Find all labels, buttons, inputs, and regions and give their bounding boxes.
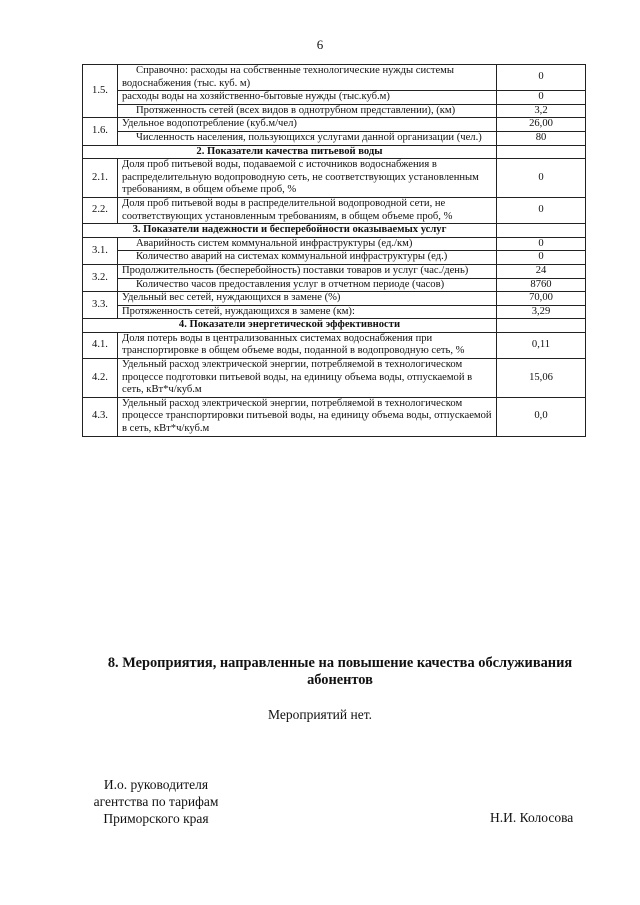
empty-cell [497,145,586,159]
indicator-label: Количество аварий на системах коммунальной инфраструктуры (ед.) [118,251,497,265]
section-8-text: Мероприятий нет. [268,707,372,722]
indicator-value: 0,11 [497,332,586,358]
indicator-label: Протяженность сетей, нуждающихся в замене (км): [118,305,497,319]
row-number: 3.1. [83,237,118,264]
indicator-label: Справочно: расходы на собственные технологические нужды системы водоснабжения (тыс. куб. м) [118,65,497,91]
indicator-value: 80 [497,131,586,145]
indicator-label: Протяженность сетей (всех видов в однотрубном представлении), (км) [118,104,497,118]
signer-line-1: И.о. руководителя [103,777,209,792]
indicator-value: 0 [497,197,586,223]
row-number: 2.1. [83,159,118,198]
table-row [83,237,586,251]
row-number: 4.1. [83,332,118,358]
signer-line-2: агентства по тарифам [93,794,219,809]
indicator-label: Удельный расход электрической энергии, потребляемой в технологическом процессе транспортировки питьевой воды, на единицу объема воды, отпускаемой в сеть, кВт*ч/куб.м [118,397,497,436]
empty-cell [497,224,586,238]
table-row [83,159,586,198]
indicator-label: Удельное водопотребление (куб.м/чел) [118,118,497,132]
table-section-row [83,145,586,159]
indicator-value: 15,06 [497,359,586,398]
table-row [83,332,586,358]
indicator-value: 0 [497,237,586,251]
row-number: 4.2. [83,359,118,398]
indicator-value: 0 [497,159,586,198]
table-row [83,197,586,223]
indicator-label: Удельный расход электрической энергии, потребляемой в технологическом процессе подготовки питьевой воды, на единицу объема воды, отпускаемой в сеть, кВт*ч/куб.м [118,359,497,398]
table-section-row [83,224,586,238]
indicator-value: 0 [497,251,586,265]
table-row [83,264,586,278]
row-number: 4.3. [83,397,118,436]
indicator-value: 26,00 [497,118,586,132]
indicator-value: 8760 [497,278,586,292]
table-row [83,397,586,436]
row-number: 3.2. [83,264,118,291]
row-number: 3.3. [83,292,118,319]
table-row [83,305,586,319]
signer-position [66,776,246,827]
row-number: 1.6. [83,118,118,145]
indicator-value: 24 [497,264,586,278]
table-row [83,104,586,118]
table-row [83,118,586,132]
indicator-value: 3,29 [497,305,586,319]
table-row [83,251,586,265]
indicator-label: Продолжительность (бесперебойность) поставки товаров и услуг (час./день) [118,264,497,278]
indicators-table [82,64,586,437]
page-number: 6 [316,37,324,52]
table-row [83,292,586,306]
indicator-label: расходы воды на хозяйственно-бытовые нужды (тыс.куб.м) [118,91,497,105]
indicator-label: Численность населения, пользующихся услугами данной организации (чел.) [118,131,497,145]
indicator-value: 0 [497,91,586,105]
indicator-label: Количество часов предоставления услуг в отчетном периоде (часов) [118,278,497,292]
table-row [83,65,586,91]
section-heading: 4. Показатели энергетической эффективности [83,319,497,333]
indicator-value: 0 [497,65,586,91]
indicator-value: 0,0 [497,397,586,436]
row-number: 2.2. [83,197,118,223]
section-8-title: 8. Мероприятия, направленные на повышение качества обслуживания абонентов [107,655,573,688]
signer-name: Н.И. Колосова [490,810,574,825]
indicator-value: 70,00 [497,292,586,306]
table-row [83,359,586,398]
table-row [83,91,586,105]
indicator-value: 3,2 [497,104,586,118]
table-row [83,278,586,292]
section-heading: 3. Показатели надежности и бесперебойности оказываемых услуг [83,224,497,238]
row-number: 1.5. [83,65,118,118]
section-heading: 2. Показатели качества питьевой воды [83,145,497,159]
indicator-label: Доля проб питьевой воды в распределительной водопроводной сети, не соответствующих установленным требованиям, в общем объеме проб, % [118,197,497,223]
indicator-label: Аварийность систем коммунальной инфраструктуры (ед./км) [118,237,497,251]
table-row [83,131,586,145]
table-section-row [83,319,586,333]
empty-cell [497,319,586,333]
signer-line-3: Приморского края [103,811,209,826]
indicator-label: Удельный вес сетей, нуждающихся в замене (%) [118,292,497,306]
indicator-label: Доля потерь воды в централизованных системах водоснабжения при транспортировке в общем объеме воды, поданной в водопроводную сеть, % [118,332,497,358]
indicator-label: Доля проб питьевой воды, подаваемой с источников водоснабжения в распределительную водопроводную сеть, не соответствующих установленным требованиям, в общем объеме проб, % [118,159,497,198]
